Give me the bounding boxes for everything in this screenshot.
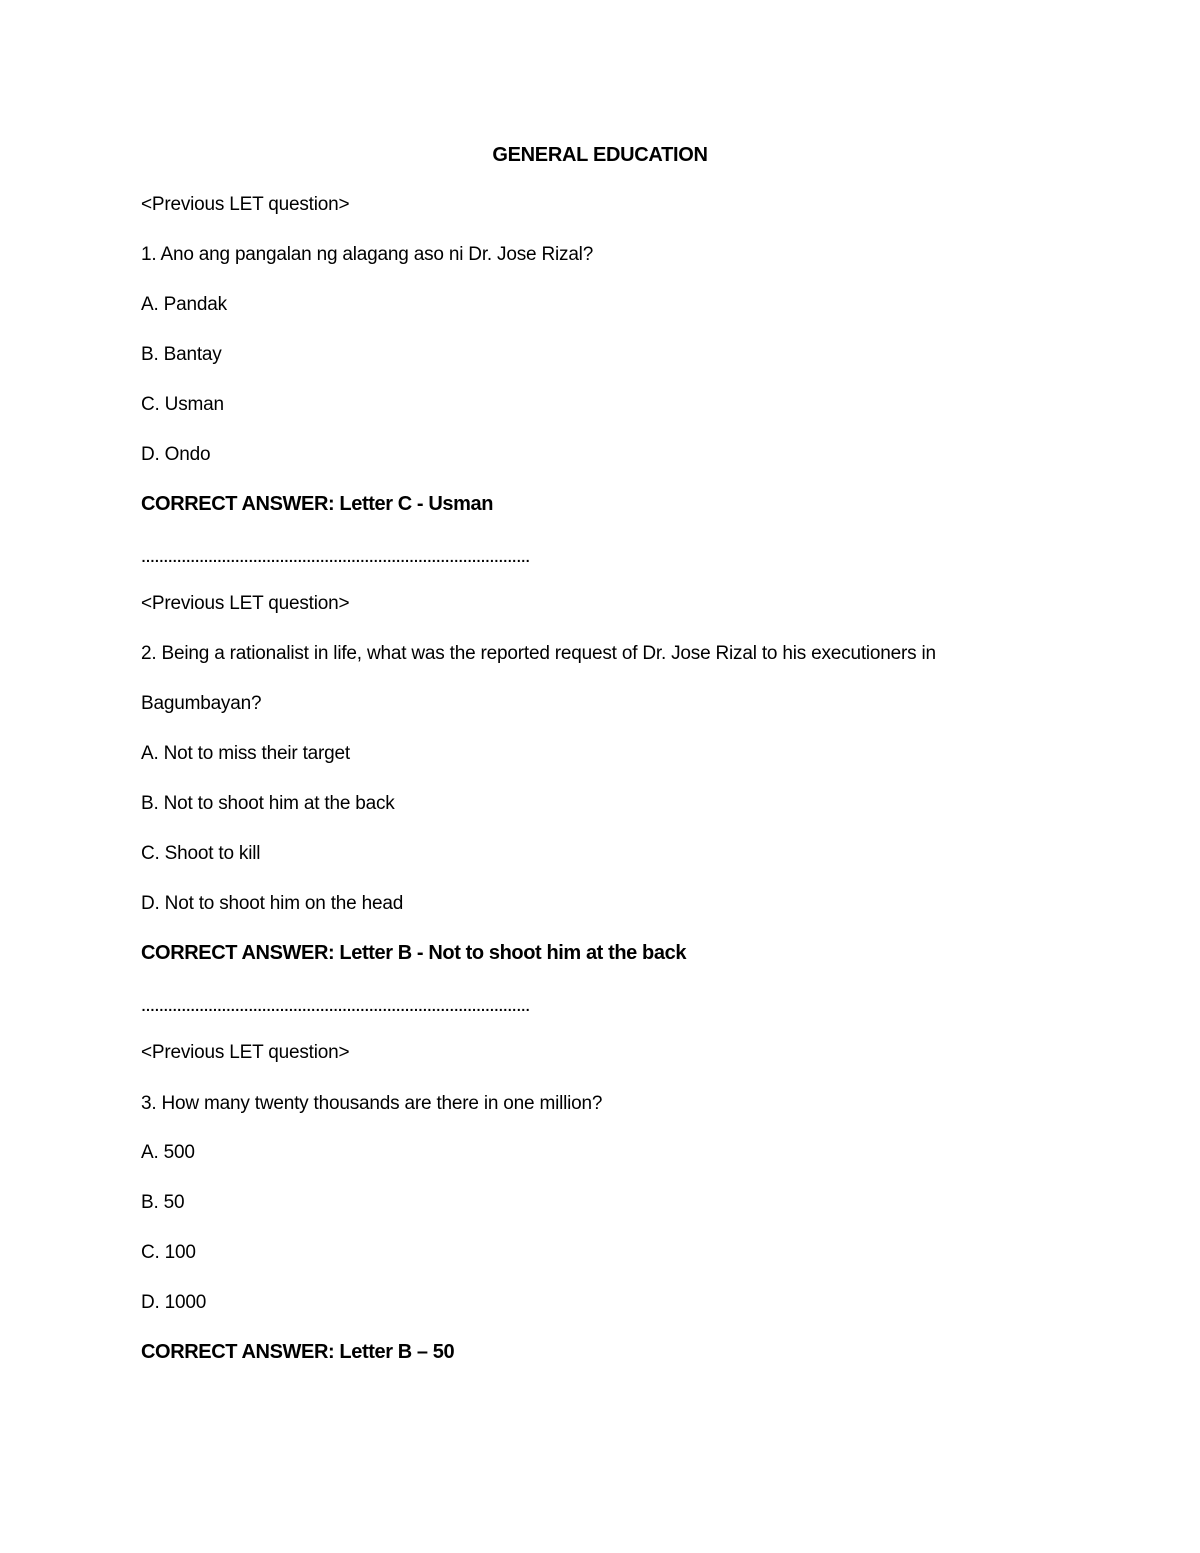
question-1-answer: CORRECT ANSWER: Letter C - Usman bbox=[141, 493, 494, 515]
question-1-option-b: B. Bantay bbox=[141, 344, 222, 365]
question-1-text: 1. Ano ang pangalan ng alagang aso ni Dr. Jose Rizal? bbox=[141, 244, 594, 265]
question-3-option-c: C. 100 bbox=[141, 1242, 196, 1263]
question-2-option-c: C. Shoot to kill bbox=[141, 843, 261, 864]
question-3-text: 3. How many twenty thousands are there in one million? bbox=[141, 1093, 603, 1114]
separator-2: …………………………………………………………………………… bbox=[141, 998, 530, 1014]
question-2-option-d: D. Not to shoot him on the head bbox=[141, 893, 404, 914]
question-1-option-d: D. Ondo bbox=[141, 444, 211, 465]
question-3-option-b: B. 50 bbox=[141, 1192, 185, 1213]
question-1-option-a: A. Pandak bbox=[141, 294, 227, 315]
question-2-option-b: B. Not to shoot him at the back bbox=[141, 793, 395, 814]
question-3-option-d: D. 1000 bbox=[141, 1292, 207, 1313]
question-1-option-c: C. Usman bbox=[141, 394, 224, 415]
question-3-answer: CORRECT ANSWER: Letter B – 50 bbox=[141, 1341, 455, 1363]
page-title: GENERAL EDUCATION bbox=[492, 144, 708, 166]
question-3-tag: <Previous LET question> bbox=[141, 1042, 350, 1063]
question-2-answer: CORRECT ANSWER: Letter B - Not to shoot him at the back bbox=[141, 942, 687, 964]
question-2-text-line-2: Bagumbayan? bbox=[141, 693, 262, 714]
question-2-text-line-1: 2. Being a rationalist in life, what was the reported request of Dr. Jose Rizal to his executioners in bbox=[141, 643, 936, 664]
question-3-option-a: A. 500 bbox=[141, 1142, 195, 1163]
separator-1: …………………………………………………………………………… bbox=[141, 549, 530, 565]
question-1-tag: <Previous LET question> bbox=[141, 194, 350, 215]
question-2-option-a: A. Not to miss their target bbox=[141, 743, 350, 764]
question-2-tag: <Previous LET question> bbox=[141, 593, 350, 614]
